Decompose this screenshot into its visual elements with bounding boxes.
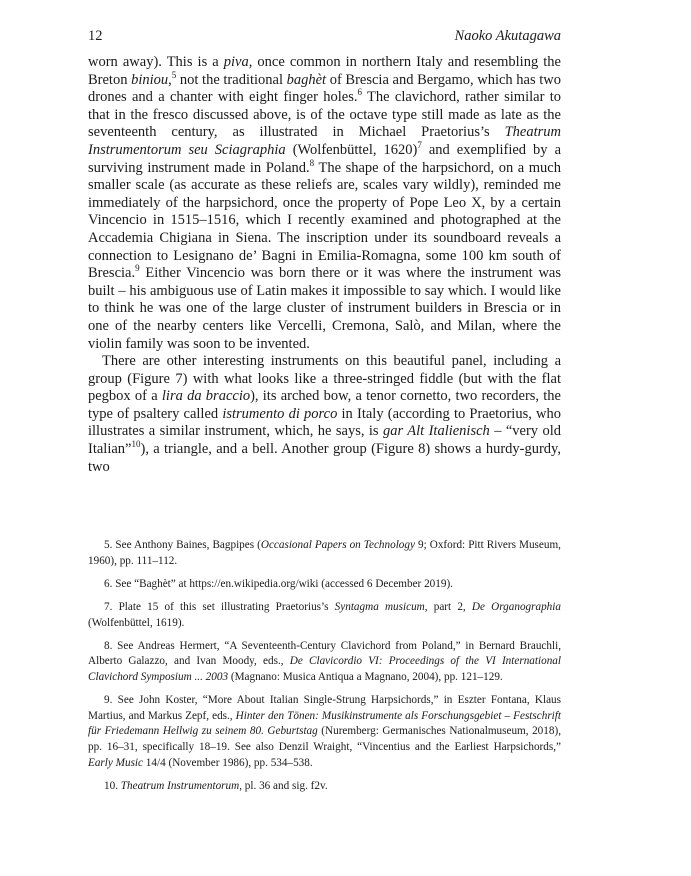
italic-text: lira da braccio [161,388,251,405]
footnotes [88,538,561,802]
italic-text: baghèt [286,71,327,88]
italic-text: Early Music [88,756,143,769]
page-number: 12 [88,28,103,44]
body-text [88,54,561,476]
italic-text: piva [223,54,249,70]
italic-text: biniou [131,71,169,88]
italic-text: De Organographia [471,600,561,613]
footnote-ref[interactable]: 5 [171,69,177,80]
footnote-6: 6. See “Baghèt” at https://en.wikipedia.org/wiki (accessed 6 December 2019). [104,577,453,590]
footnote-ref[interactable]: 7 [417,140,422,151]
italic-text: Hinter den Tönen: Musikinstrumente als Forschungsgebiet – Festschrift für Friedemann Hellwig zu seinem 80. Geburtstag [88,709,561,738]
footnote-ref[interactable]: 10 [131,439,141,450]
italic-text: Occasional Papers on Technology [260,539,415,551]
italic-text: Syntagma musicum [334,600,425,613]
running-head: Naoko Akutagawa [454,28,561,44]
footnote-ref[interactable]: 8 [309,157,315,168]
footnote-10-text: Theatrum Instrumentorum, pl. 36 and sig. f2v. [120,779,328,792]
footnote-ref[interactable]: 9 [135,263,140,274]
page-header [88,28,561,48]
footnote-7: 7. Plate 15 of this set illustrating Praetorius’s Syntagma musicum, part 2, De Organographia (Wolfenbüttel, 1619). [88,600,561,629]
italic-text: Theatrum Instrumentorum [120,779,240,792]
paragraph-2: There are other interesting instruments on this beautiful panel, including a group (Figure 7) with what looks like a three-stringed fiddle (but with the flat pegbox of a lira da braccio), its arched bow, a tenor cornetto, two recorders, the type of psaltery called istrumento di porco in Italy (according to Praetorius, who illustrates a similar instrument, which, he says, is gar Alt Italienisch – “very old Italian”$^{10}$), a triangle, and a bell. Another group (Figure 8) shows a hurdy-gurdy, two [88,353,561,475]
italic-text: Theatrum Instrumentorum seu Sciagraphia [88,124,561,158]
footnote-5: 5. See Anthony Baines, Bagpipes (Occasional Papers on Technology 9; Oxford: Pitt Rivers Museum, 1960), pp. 111–112. [88,539,561,567]
footnote-ref[interactable]: 6 [357,87,362,98]
footnote-8: 8. See Andreas Hermert, “A Seventeenth-Century Clavichord from Poland,” in Bernard Brauchli, Alberto Galazzo, and Ivan Moody, eds., De Clavicordio VI: Proceedings of the VI International Clavichord Symposium ... 2003 (Magnano: Musica Antiqua a Magnano, 2004), pp. 121–129. [88,639,561,683]
footnote-9: 9. See John Koster, “More About Italian Single-Strung Harpsichords,” in Eszter Fontana, Klaus Martius, and Markus Zepf, eds., Hinter den Tönen: Musikinstrumente als Forschungsgebiet – Festschrift für Friedemann Hellwig zu seinem 80. Geburtstag (Nuremberg: Germanisches Nationalmuseum, 2018), pp. 16–31, specifically 18–19. See also Denzil Wraight, “Vincentius and the Earliest Harpsichords,” Early Music 14/4 (November 1986), pp. 534–538. [88,694,561,769]
italic-text: istrumento di porco [222,405,338,422]
italic-text: De Clavicordio VI: Proceedings of the VI International Clavichord Symposium ... 2003 [88,655,561,683]
footnote-10-label: 10. [104,779,121,792]
paragraph-1: worn away). This is a piva, once common in northern Italy and resembling the Breton biniou,$^5$ not the traditional baghèt of Brescia and Bergamo, which has two drones and a chanter with eight finger holes.$^6$ The clavichord, rather similar to that in the fresco discussed above, is of the octave type still made as late as the seventeenth century, as illustrated in Michael Praetorius’s Theatrum Instrumentorum seu Sciagraphia (Wolfenbüttel, 1620)$^7$ and exemplified by a surviving instrument made in Poland.$^8$ The shape of the harpsichord, on a much smaller scale (as accurate as these reliefs are, scales vary wildly), reminded me immediately of the harpsichord, once the property of Pope Leo X, by a certain Vincencio in 1515–1516, which I recently examined and photographed at the Accademia Chigiana in Siena. The inscription under its soundboard reveals a connection to Lesignano de’ Bagni in Emilia-Romagna, some 100 km south of Brescia.$^9$ Either Vincencio was born there or it was where the instrument was built – his ambiguous use of Latin makes it impossible to say which. I would like to think he was one of the large cluster of instrument builders in Brescia or in one of the nearby centers like Vercelli, Cremona, Salò, and Milan, where the violin family was soon to be invented. [88,54,562,352]
italic-text: gar Alt Italienisch [382,423,490,440]
footnote-10 [88,779,561,795]
